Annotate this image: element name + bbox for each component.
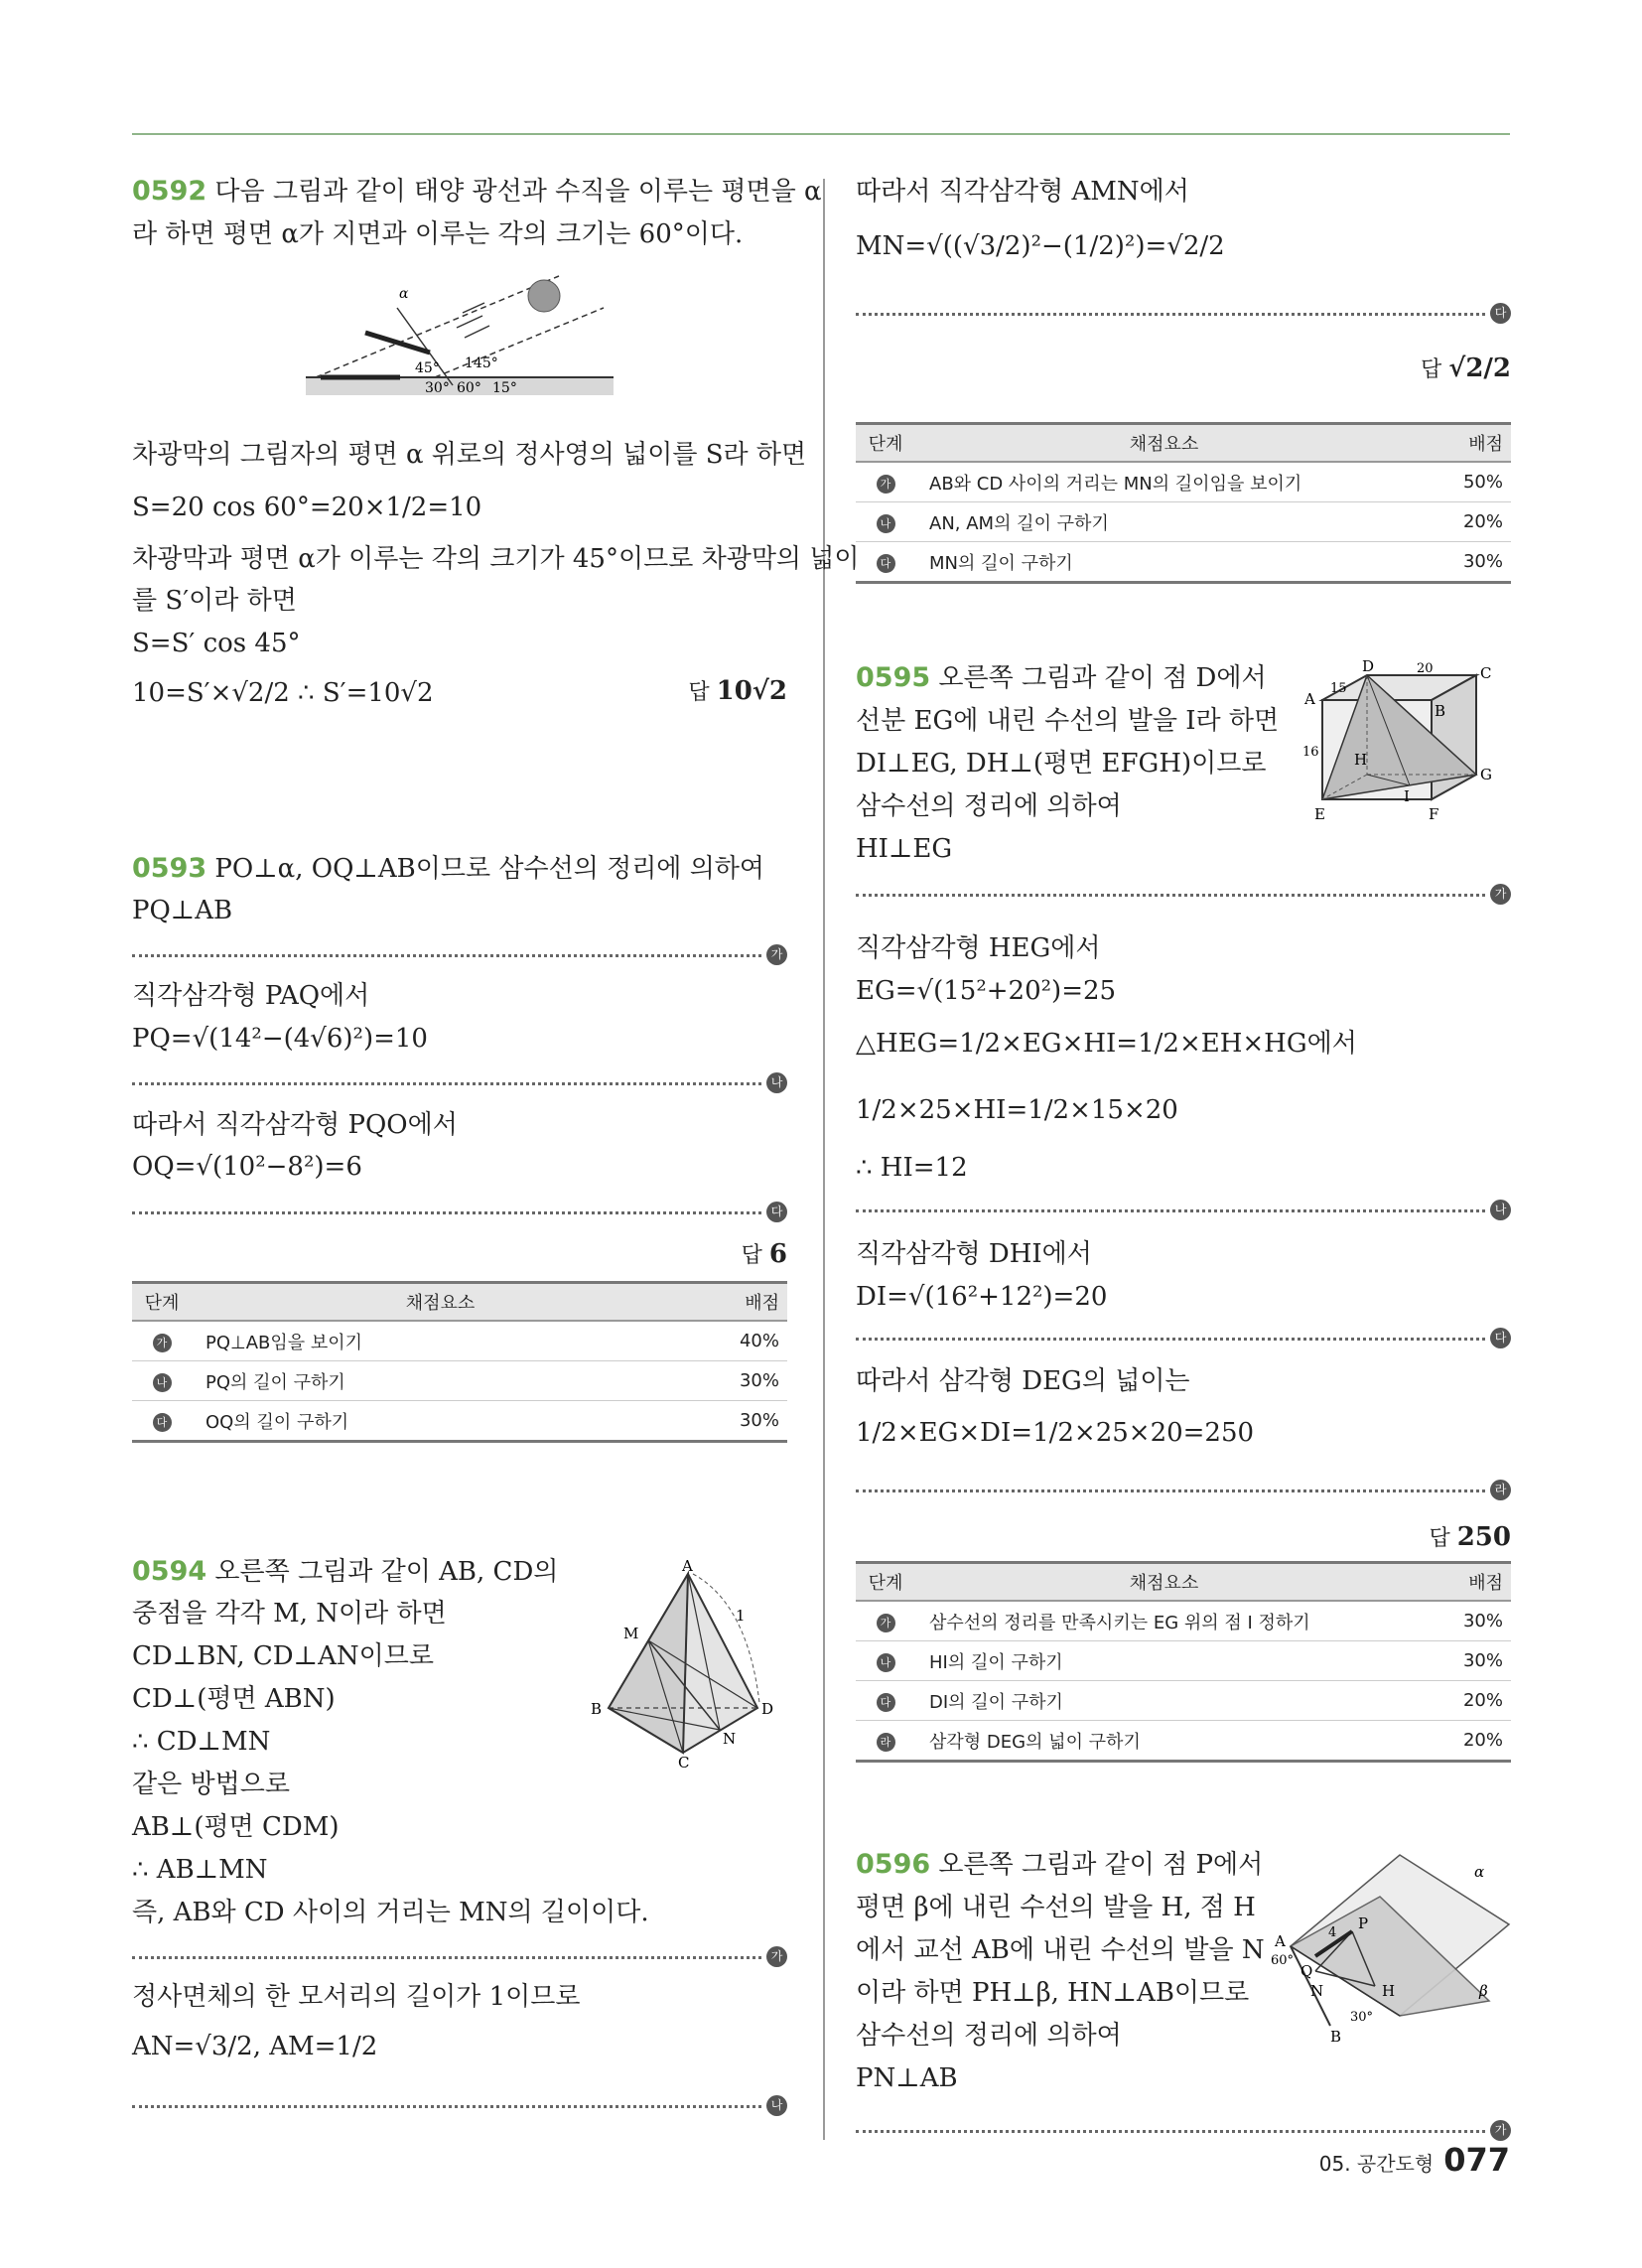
dotted-divider [856,313,1485,316]
problem-number: 0592 [132,176,207,207]
figure-label: 1 [736,1607,746,1625]
figure-label: B [1330,2028,1342,2046]
figure-label: I [1404,787,1410,805]
figure-label: A [1304,690,1315,708]
equation-line: DI=√(16²+12²)=20 [856,1282,1108,1312]
problem-0593-line-1: 0593 PO⊥α, OQ⊥AB이므로 삼수선의 정리에 의하여 [132,853,765,884]
solution-line: 직각삼각형 DHI에서 [856,1239,1092,1269]
step-marker: 나 [1490,1200,1511,1220]
table-row: 가 PQ⊥AB임을 보이기 40% [132,1321,787,1361]
answer-0592: 답 10√2 [688,676,787,706]
figure-label: M [623,1625,639,1642]
solution-line: ∴ CD⊥MN [132,1727,271,1757]
dotted-divider [856,1489,1485,1492]
table-row: 다 OQ의 길이 구하기 30% [132,1401,787,1442]
figure-label: C [678,1754,690,1768]
dotted-divider [132,954,761,957]
solution-line: 정사면체의 한 모서리의 길이가 1이므로 [132,1982,581,2012]
step-marker: 가 [1490,2120,1511,2141]
dotted-divider [856,1209,1485,1212]
equation-line: EG=√(15²+20²)=25 [856,976,1117,1006]
solution-line: 같은 방법으로 [132,1770,290,1799]
page-footer [1319,2141,1510,2179]
figure-label: 20 [1417,661,1434,676]
problem-number: 0595 [856,662,931,693]
equation-line: 1/2×EG×DI=1/2×25×20=250 [856,1418,1255,1448]
equation-line: PQ=√(14²−(4√6)²)=10 [132,1024,428,1054]
figure-label: β [1479,1982,1488,2000]
scoring-table-0594: 단계 채점요소 배점 가 AB와 CD 사이의 거리는 MN의 길이임을 보이기 50% 나 AN, AM의 길이 구하기 20% 다 MN의 길이 구하기 30% [856,422,1511,584]
solution-line: 를 S′이라 하면 [132,586,297,616]
scoring-table-0595: 단계 채점요소 배점 가 삼수선의 정리를 만족시키는 EG 위의 점 I 정하기 30% 나 HI의 길이 구하기 30% 다 DI의 길이 구하기 20% 라 삼각형 DEG의 넓이 구하기 20% [856,1561,1511,1763]
figure-label: 45° [415,360,440,376]
solution-line: AB⊥(평면 CDM) [132,1812,340,1842]
figure-label: α [399,286,409,302]
sunlight-figure [306,268,623,417]
solution-line: DI⊥EG, DH⊥(평면 EFGH)이므로 [856,749,1267,779]
dotted-divider [132,2105,761,2108]
dotted-divider [856,2130,1485,2133]
solution-line: 따라서 직각삼각형 PQO에서 [132,1110,458,1140]
figure-label: 15 [1330,681,1347,696]
top-rule [132,133,1510,135]
figure-label: N [723,1730,737,1748]
figure-label: P [1358,1914,1369,1932]
step-marker: 가 [766,1946,787,1967]
solution-line: 중점을 각각 M, N이라 하면 [132,1599,447,1629]
problem-number: 0594 [132,1556,207,1587]
figure-label: G [1480,766,1492,783]
equation-line: MN=√((√3/2)²−(1/2)²)=√2/2 [856,231,1225,261]
solution-line: 에서 교선 AB에 내린 수선의 발을 N [856,1935,1265,1965]
equation-line: PN⊥AB [856,2063,958,2093]
tetrahedron-figure [579,1559,777,1768]
solution-line: 직각삼각형 HEG에서 [856,933,1101,963]
table-row: 다 MN의 길이 구하기 30% [856,542,1511,583]
figure-label: A [1275,1932,1286,1950]
step-marker: 라 [1490,1480,1511,1500]
solution-line: CD⊥(평면 ABN) [132,1684,336,1714]
solution-line: 따라서 삼각형 DEG의 넓이는 [856,1366,1190,1396]
problem-0594-line-1: 0594 오른쪽 그림과 같이 AB, CD의 [132,1556,559,1587]
equation-line: 10=S′×√2/2 ∴ S′=10√2 [132,678,434,708]
problem-number: 0593 [132,853,207,884]
equation-line: AN=√3/2, AM=1/2 [132,2032,378,2061]
step-marker: 다 [1490,303,1511,324]
page-number: 077 [1443,2141,1510,2179]
step-marker: 나 [766,2095,787,2116]
chapter-label: 05. 공간도형 [1318,2152,1435,2176]
table-row: 나 HI의 길이 구하기 30% [856,1641,1511,1681]
problem-0596-line-1: 0596 오른쪽 그림과 같이 점 P에서 [856,1849,1264,1880]
dotted-divider [132,1956,761,1959]
figure-label: α [1474,1863,1485,1881]
dotted-divider [132,1082,761,1085]
figure-label: D [761,1700,774,1718]
equation-line: PQ⊥AB [132,896,233,925]
figure-label: 4 [1328,1925,1337,1940]
answer-0594: 답 √2/2 [1420,354,1511,383]
solution-line: ∴ AB⊥MN [132,1855,268,1885]
figure-label: E [1314,805,1325,823]
figure-label: N [1310,1982,1324,2000]
table-row: 나 PQ의 길이 구하기 30% [132,1361,787,1401]
figure-label: B [1435,702,1446,720]
step-marker: 다 [1490,1328,1511,1348]
figure-label: B [591,1700,603,1718]
table-row: 나 AN, AM의 길이 구하기 20% [856,502,1511,542]
dotted-divider [856,894,1485,897]
dotted-divider [856,1338,1485,1341]
answer-0593: 답 6 [741,1239,787,1269]
cuboid-figure [1293,660,1511,834]
figure-label: H [1354,751,1368,769]
step-marker: 가 [1490,884,1511,905]
solution-line: 삼수선의 정리에 의하여 [856,2021,1122,2051]
table-row: 가 삼수선의 정리를 만족시키는 EG 위의 점 I 정하기 30% [856,1601,1511,1641]
solution-line: 즉, AB와 CD 사이의 거리는 MN의 길이이다. [132,1898,649,1927]
figure-label: 60° [1271,1953,1295,1968]
solution-line: 선분 EG에 내린 수선의 발을 I라 하면 [856,706,1280,736]
figure-label: C [1480,664,1492,682]
equation-line: S=20 cos 60°=20×1/2=10 [132,493,482,522]
problem-0595-line-1: 0595 오른쪽 그림과 같이 점 D에서 [856,662,1267,693]
solution-line: 평면 β에 내린 수선의 발을 H, 점 H [856,1893,1256,1922]
figure-label: 60° [457,380,481,396]
figure-label: 30° [1350,2010,1374,2025]
solution-line: 따라서 직각삼각형 AMN에서 [856,177,1189,207]
table-row: 다 DI의 길이 구하기 20% [856,1681,1511,1721]
figure-label: H [1382,1982,1396,2000]
dotted-divider [132,1211,761,1214]
figure-label: D [1362,660,1375,675]
solution-line: CD⊥BN, CD⊥AN이므로 [132,1641,434,1671]
figure-label: F [1429,805,1439,823]
solution-line: 직각삼각형 PAQ에서 [132,981,370,1011]
problem-number: 0596 [856,1849,931,1880]
step-marker: 다 [766,1202,787,1222]
equation-line: S=S′ cos 45° [132,629,301,658]
column-separator [823,179,825,2140]
solution-line: 삼수선의 정리에 의하여 [856,791,1122,821]
figure-label: 145° [465,355,498,371]
equation-line: 1/2×25×HI=1/2×15×20 [856,1095,1178,1125]
figure-label: Q [1300,1962,1313,1980]
table-row: 가 AB와 CD 사이의 거리는 MN의 길이임을 보이기 50% [856,462,1511,502]
solution-line: 차광막의 그림자의 평면 α 위로의 정사영의 넓이를 S라 하면 [132,440,807,470]
problem-0592-line-1: 0592 다음 그림과 같이 태양 광선과 수직을 이루는 평면을 α [132,176,822,207]
solution-line: 이라 하면 PH⊥β, HN⊥AB이므로 [856,1978,1250,2008]
equation-line: OQ=√(10²−8²)=6 [132,1152,362,1182]
figure-label: 16 [1302,745,1319,760]
solution-line: 차광막과 평면 α가 이루는 각의 크기가 45°이므로 차광막의 넓이 [132,544,860,574]
table-row: 라 삼각형 DEG의 넓이 구하기 20% [856,1721,1511,1762]
equation-line: HI⊥EG [856,834,953,864]
equation-line: ∴ HI=12 [856,1153,968,1183]
problem-0592-line-2: 라 하면 평면 α가 지면과 이루는 각의 크기는 60°이다. [132,219,744,249]
step-marker: 가 [766,944,787,965]
planes-figure [1271,1847,1511,2046]
scoring-table-0593: 단계 채점요소 배점 가 PQ⊥AB임을 보이기 40% 나 PQ의 길이 구하기 30% 다 OQ의 길이 구하기 30% [132,1281,787,1443]
equation-line: △HEG=1/2×EG×HI=1/2×EH×HG에서 [856,1029,1357,1059]
answer-0595: 답 250 [1429,1522,1511,1552]
figure-label: 30° [425,380,450,396]
figure-label: 15° [492,380,517,396]
step-marker: 나 [766,1072,787,1093]
figure-label: A [682,1559,693,1575]
